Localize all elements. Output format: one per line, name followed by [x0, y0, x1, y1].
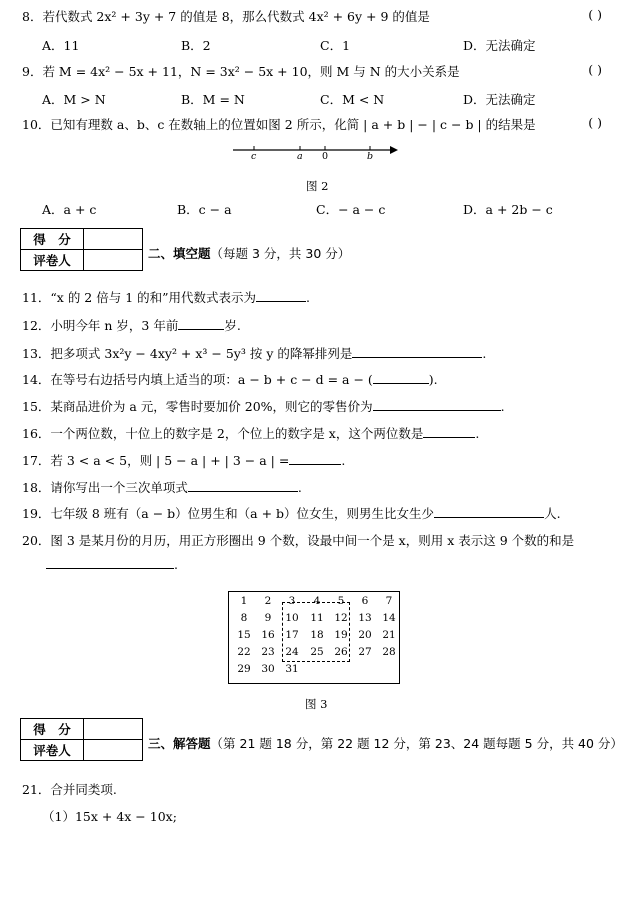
- calendar-day: 23: [261, 646, 275, 658]
- calendar-day: 9: [264, 612, 272, 624]
- q8-option-b[interactable]: B．2: [181, 38, 211, 53]
- section-3-title: 三、解答题: [148, 736, 211, 751]
- q9-option-d[interactable]: D．无法确定: [463, 92, 536, 107]
- calendar-day: 5: [337, 595, 345, 607]
- q13-answer-blank[interactable]: [352, 345, 482, 358]
- section-2-title: 二、填空题: [148, 246, 211, 261]
- q10-option-c[interactable]: C．− a − c: [316, 202, 386, 217]
- calendar-day: 21: [382, 629, 396, 641]
- q11-answer-blank[interactable]: [256, 289, 306, 302]
- question-13: [22, 344, 486, 362]
- score-label-3: 得 分: [21, 719, 84, 740]
- q11-text: 11．“x 的 2 倍与 1 的和”用代数式表示为: [22, 290, 257, 305]
- score-box-section-2: [20, 228, 143, 271]
- calendar-day: 14: [382, 612, 396, 624]
- question-18: [22, 478, 302, 496]
- q10-option-a[interactable]: A．a + c: [42, 202, 97, 217]
- q17-answer-blank[interactable]: [289, 452, 341, 465]
- q19-end: 人.: [544, 506, 561, 521]
- question-10-stem: 10．已知有理数 a、b、c 在数轴上的位置如图 2 所示，化简 | a + b | − | c − b | 的结果是: [22, 117, 536, 132]
- calendar-day: 10: [285, 612, 299, 624]
- label-a: a: [297, 151, 303, 162]
- label-b: b: [367, 151, 374, 162]
- question-20-answer: [46, 556, 178, 572]
- score-label: 得 分: [21, 229, 84, 250]
- q17-end: .: [341, 453, 346, 468]
- q16-answer-blank[interactable]: [423, 425, 475, 438]
- figure-3-caption: 图 3: [305, 697, 328, 711]
- q15-end: .: [500, 399, 505, 414]
- q8-option-a[interactable]: A．11: [42, 38, 80, 53]
- grader-label-3: 评卷人: [21, 740, 84, 761]
- question-11: [22, 288, 310, 306]
- q18-answer-blank[interactable]: [188, 479, 298, 492]
- calendar-day: 2: [264, 595, 272, 607]
- q16-text: 16．一个两位数，十位上的数字是 2，个位上的数字是 x，这个两位数是: [22, 426, 424, 441]
- calendar-day: 22: [237, 646, 251, 658]
- calendar-day: 6: [361, 595, 369, 607]
- q9-option-a[interactable]: A．M > N: [42, 92, 106, 107]
- question-15: [22, 397, 505, 415]
- calendar-day: 20: [358, 629, 372, 641]
- calendar-day: 4: [313, 595, 321, 607]
- calendar-day: 12: [334, 612, 348, 624]
- calendar-figure: [228, 591, 400, 684]
- calendar-day: 26: [334, 646, 348, 658]
- q9-option-b[interactable]: B．M = N: [181, 92, 245, 107]
- number-line-arrow: [390, 146, 398, 154]
- question-8-stem: 8．若代数式 2x² + 3y + 7 的值是 8，那么代数式 4x² + 6y + 9 的值是: [22, 9, 430, 24]
- calendar-day: 17: [285, 629, 299, 641]
- calendar-day: 7: [385, 595, 393, 607]
- grader-cell[interactable]: [84, 250, 143, 271]
- q14-answer-blank[interactable]: [373, 371, 429, 384]
- q11-end: .: [306, 290, 310, 305]
- calendar-day: 18: [310, 629, 324, 641]
- section-3-note: （第 21 题 18 分，第 22 题 12 分，第 23、24 题每题 5 分，共 40 分）: [210, 736, 623, 751]
- calendar-day: 16: [261, 629, 275, 641]
- calendar-day: 1: [240, 595, 248, 607]
- question-21-part-1: （1）15x + 4x − 10x;: [42, 809, 177, 824]
- question-14: [22, 370, 438, 388]
- grader-label: 评卷人: [21, 250, 84, 271]
- section-3-heading: [148, 734, 623, 752]
- score-cell[interactable]: [84, 229, 143, 250]
- q14-text: 14．在等号右边括号内填上适当的项：a − b + c − d = a − (: [22, 372, 373, 387]
- q12-end: 岁.: [224, 318, 241, 333]
- question-17: [22, 451, 345, 469]
- q10-option-d[interactable]: D．a + 2b − c: [463, 202, 553, 217]
- label-0: 0: [322, 151, 329, 162]
- question-10-answer-paren[interactable]: ( ): [588, 115, 602, 130]
- q12-text: 12．小明今年 n 岁，3 年前: [22, 318, 179, 333]
- figure-2-caption: 图 2: [306, 179, 329, 193]
- calendar-day: 25: [310, 646, 324, 658]
- calendar-day: 31: [285, 663, 299, 675]
- q15-text: 15．某商品进价为 a 元，零售时要加价 20%，则它的零售价为: [22, 399, 373, 414]
- q13-end: .: [482, 346, 487, 361]
- question-9-stem: 9．若 M = 4x² − 5x + 11，N = 3x² − 5x + 10，则 M 与 N 的大小关系是: [22, 64, 460, 79]
- question-8-answer-paren[interactable]: ( ): [588, 7, 602, 22]
- q8-option-d[interactable]: D．无法确定: [463, 38, 536, 53]
- q14-end: ).: [428, 372, 438, 387]
- q9-option-c[interactable]: C．M < N: [320, 92, 385, 107]
- score-cell-3[interactable]: [84, 719, 143, 740]
- question-16: [22, 424, 479, 442]
- q16-end: .: [475, 426, 480, 441]
- grader-cell-3[interactable]: [84, 740, 143, 761]
- section-2-heading: [148, 244, 350, 262]
- q17-text: 17．若 3 < a < 5，则 | 5 − a | + | 3 − a | =: [22, 453, 290, 468]
- q18-end: .: [297, 480, 302, 495]
- q13-text: 13．把多项式 3x²y − 4xy² + x³ − 5y³ 按 y 的降幂排列是: [22, 346, 353, 361]
- question-21-stem: 21．合并同类项.: [22, 782, 117, 797]
- q10-option-b[interactable]: B．c − a: [177, 202, 232, 217]
- calendar-day: 11: [310, 612, 324, 624]
- score-box-section-3: [20, 718, 143, 761]
- q19-answer-blank[interactable]: [434, 505, 544, 518]
- question-9-answer-paren[interactable]: ( ): [588, 62, 602, 77]
- calendar-day: 29: [237, 663, 251, 675]
- label-c: c: [251, 151, 257, 162]
- calendar-day: 30: [261, 663, 275, 675]
- question-19: [22, 504, 561, 522]
- q15-answer-blank[interactable]: [373, 398, 501, 411]
- q8-option-c[interactable]: C．1: [320, 38, 351, 53]
- calendar-day: 3: [288, 595, 296, 607]
- calendar-day: 24: [285, 646, 299, 658]
- calendar-day: 19: [334, 629, 348, 641]
- calendar-day: 13: [358, 612, 372, 624]
- calendar-day: 28: [382, 646, 396, 658]
- q20-end: .: [174, 557, 178, 572]
- calendar-day: 8: [240, 612, 248, 624]
- question-20-stem: 20．图 3 是某月份的月历，用正方形圈出 9 个数，设最中间一个是 x，则用 x 表示这 9 个数的和是: [22, 533, 575, 548]
- number-line-figure: [230, 140, 400, 168]
- q19-text: 19．七年级 8 班有（a − b）位男生和（a + b）位女生，则男生比女生少: [22, 506, 435, 521]
- q12-answer-blank[interactable]: [178, 317, 224, 330]
- calendar-day: 27: [358, 646, 372, 658]
- q18-text: 18．请你写出一个三次单项式: [22, 480, 188, 495]
- calendar-day: 15: [237, 629, 251, 641]
- question-12: [22, 316, 241, 334]
- q20-answer-blank[interactable]: [46, 556, 174, 569]
- section-2-note: （每题 3 分，共 30 分）: [210, 246, 351, 261]
